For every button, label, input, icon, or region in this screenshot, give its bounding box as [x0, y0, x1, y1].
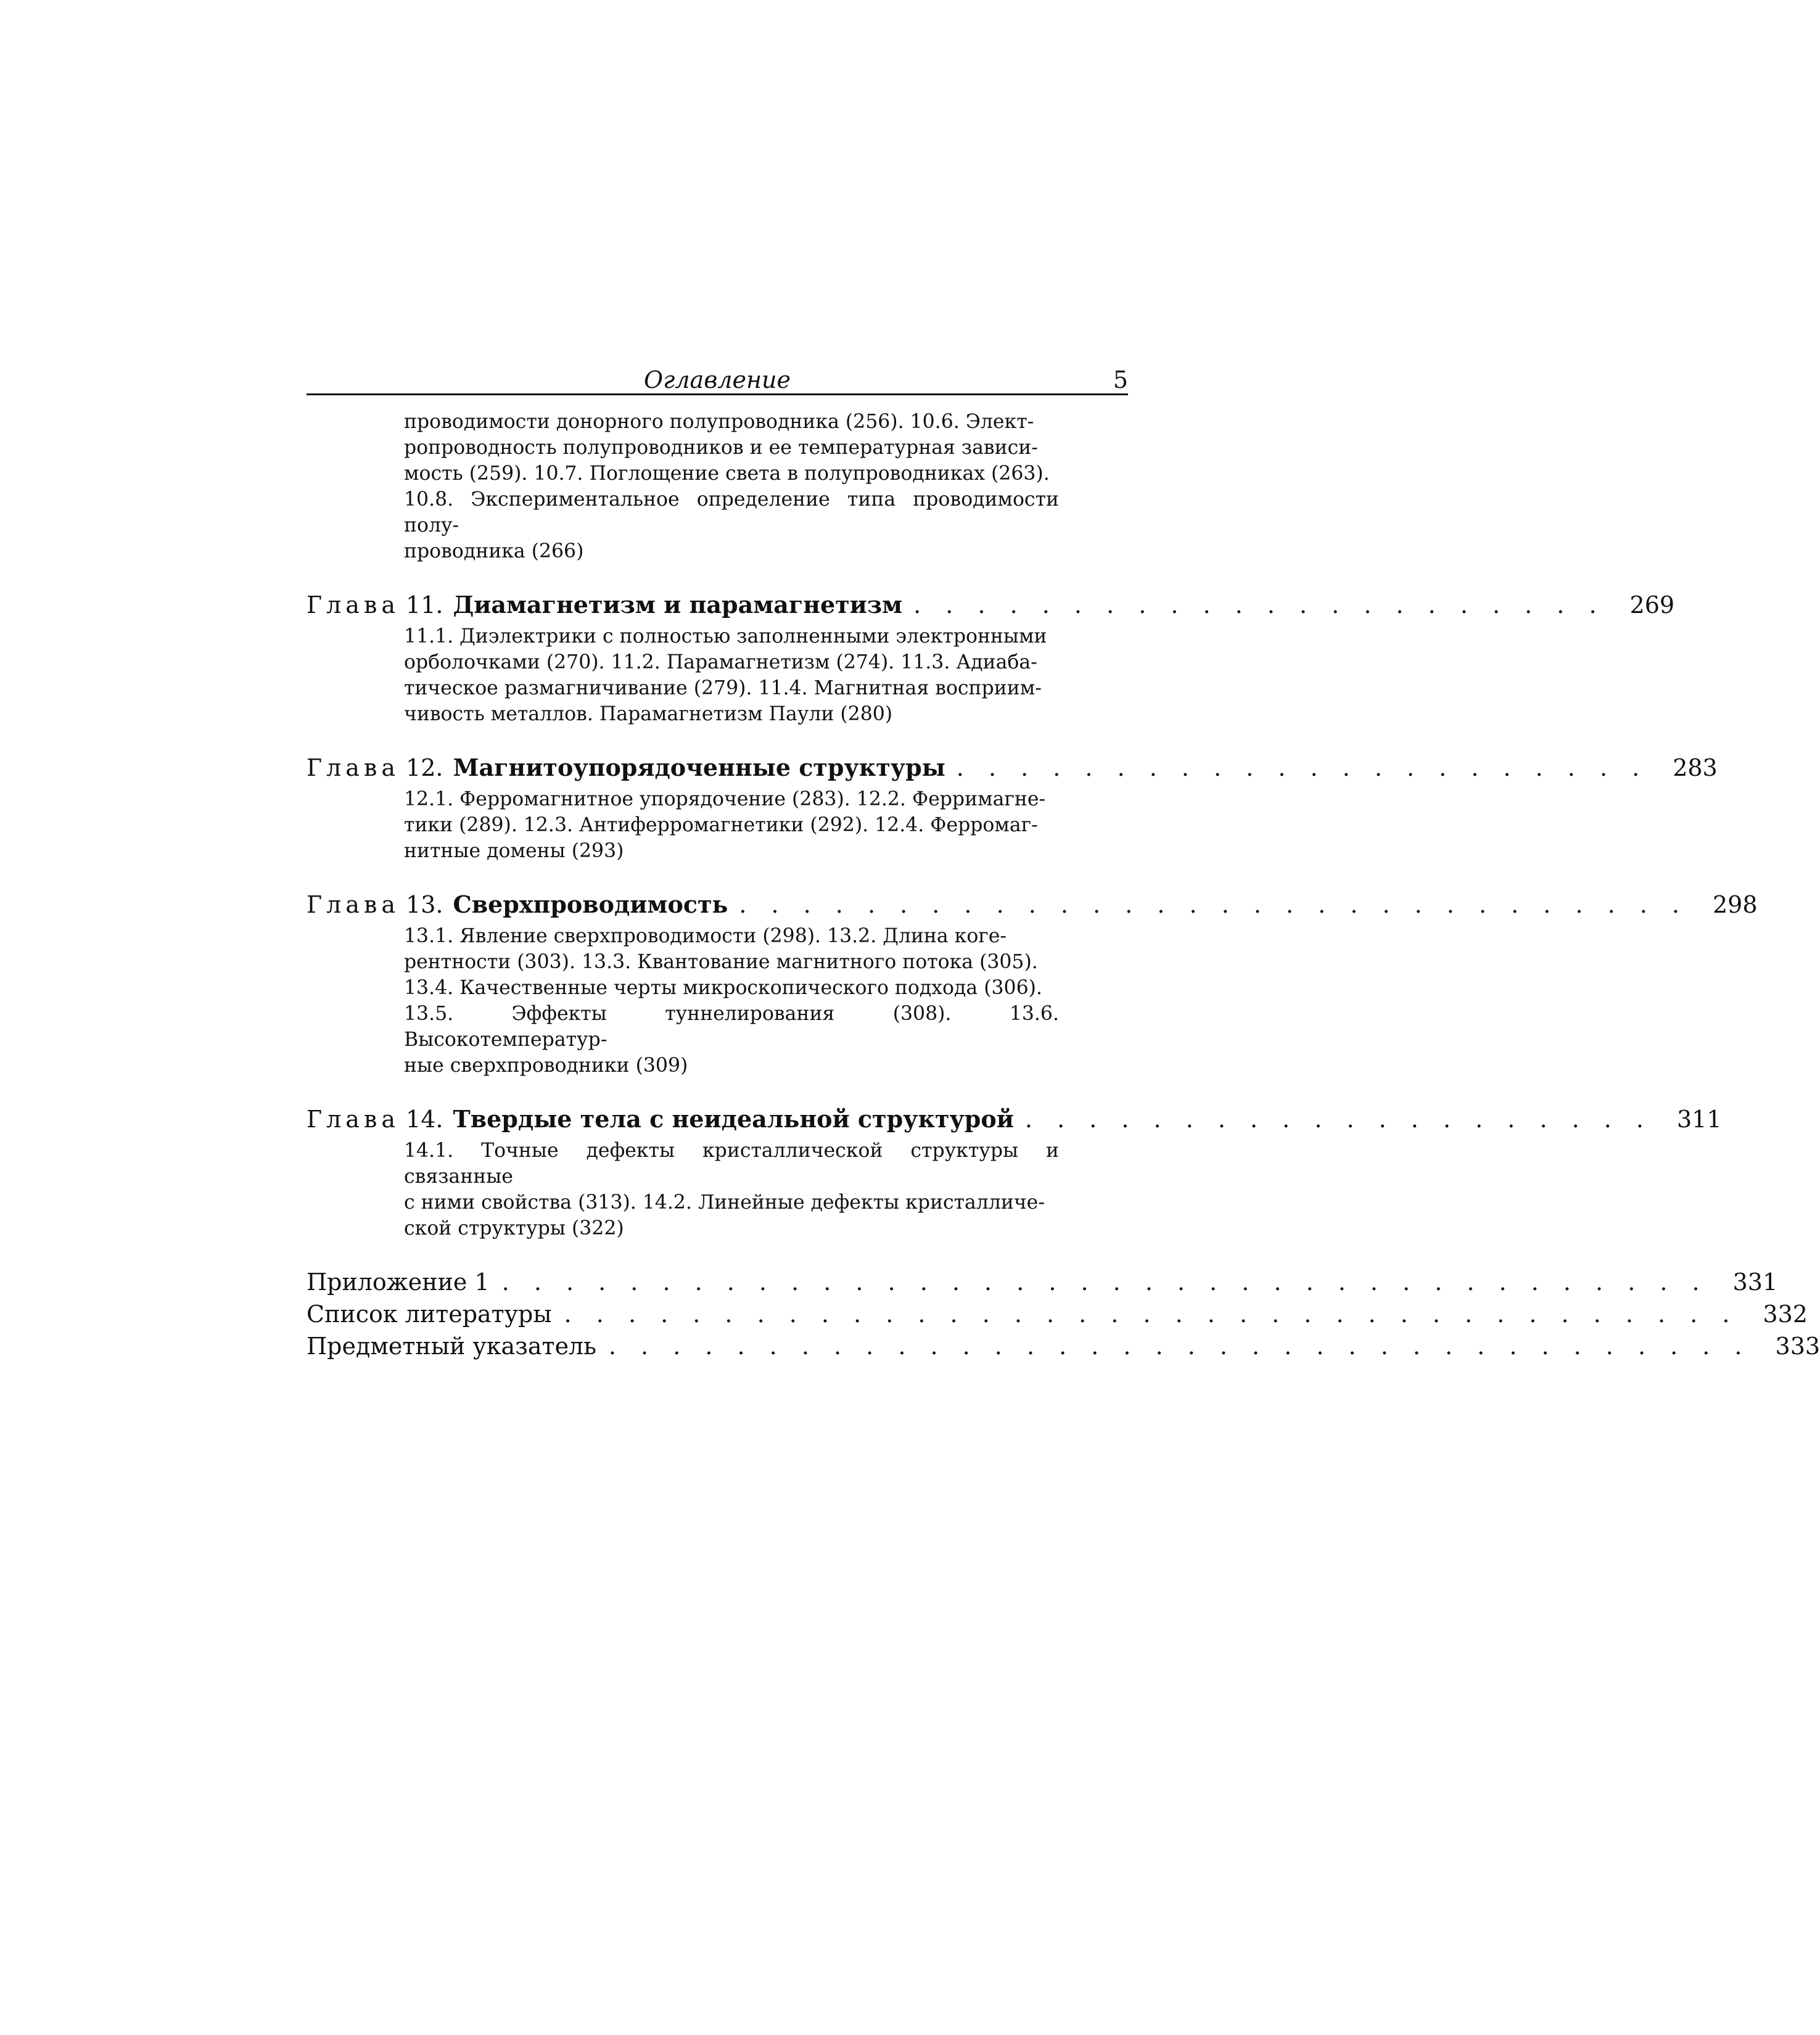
section-line: тическое размагничивание (279). 11.4. Магнитная восприим-	[404, 677, 1042, 699]
chapter-number: 14.	[406, 1106, 443, 1133]
chapter-label: Глава	[307, 591, 400, 619]
section-line: 13.1. Явление сверхпроводимости (298). 13.2. Длина коге-	[404, 925, 1007, 947]
section-line: 11.1. Диэлектрики с полностью заполненными электронными	[404, 625, 1047, 648]
section-line: тики (289). 12.3. Антиферромагнетики (292). 12.4. Ферромаг-	[404, 814, 1038, 836]
running-head-title: Оглавление	[643, 366, 791, 393]
chapter-label: Глава	[307, 891, 400, 918]
entry-page: 331	[1732, 1268, 1778, 1296]
section-line: с ними свойства (313). 14.2. Линейные дефекты кристалличе-	[404, 1191, 1045, 1214]
section-line: чивость металлов. Парамагнетизм Паули (280)	[404, 703, 893, 725]
chapter-page: 298	[1713, 891, 1758, 918]
chapter-number: 11.	[406, 591, 443, 619]
entry-title: Предметный указатель	[307, 1333, 596, 1360]
entry-page: 332	[1763, 1301, 1808, 1328]
dot-leader: . . . . . . . . . . . . . . . . . . . . . .	[913, 591, 1605, 619]
chapter-number: 12.	[406, 754, 443, 781]
section-line: орболочками (270). 11.2. Парамагнетизм (274). 11.3. Адиаба-	[404, 651, 1037, 673]
chapter-heading[interactable]	[307, 1103, 1722, 1135]
dot-leader: . . . . . . . . . . . . . . . . . . . .	[1024, 1106, 1652, 1133]
chapter-title: Сверхпроводимость	[453, 890, 728, 918]
bibliography-entry[interactable]	[307, 1298, 1808, 1330]
page-number: 5	[1113, 366, 1128, 393]
chapter-page: 269	[1629, 591, 1675, 619]
dot-leader: . . . . . . . . . . . . . . . . . . . . . . . . . . . . . . . . . . . .	[608, 1333, 1751, 1360]
chapter-12	[307, 752, 1718, 864]
chapter-heading[interactable]	[307, 752, 1718, 784]
section-line: проводимости донорного полупроводника (256). 10.6. Элект-	[404, 411, 1034, 433]
chapter-title: Твердые тела с неидеальной структурой	[453, 1105, 1014, 1133]
continued-sections	[404, 409, 1059, 564]
chapter-label: Глава	[307, 754, 400, 781]
chapter-11	[307, 589, 1675, 727]
chapter-13	[307, 889, 1758, 1079]
section-line: 14.1. Точные дефекты кристаллической структуры и связанные	[404, 1140, 1059, 1188]
entry-page: 333	[1775, 1333, 1820, 1360]
section-line: проводника (266)	[404, 540, 584, 562]
chapter-page: 311	[1677, 1106, 1722, 1133]
appendix-entry[interactable]	[307, 1266, 1778, 1298]
section-line: рентности (303). 13.3. Квантование магнитного потока (305).	[404, 951, 1038, 973]
dot-leader: . . . . . . . . . . . . . . . . . . . . . . . . . . . . . .	[739, 891, 1688, 918]
chapter-title: Магнитоупорядоченные структуры	[453, 754, 945, 781]
toc-page	[307, 363, 1820, 1362]
dot-leader: . . . . . . . . . . . . . . . . . . . . . .	[956, 754, 1649, 781]
entry-title: Приложение 1	[307, 1268, 490, 1296]
chapter-sections	[404, 923, 1059, 1079]
section-line: 13.5. Эффекты туннелирования (308). 13.6. Высокотемператур-	[404, 1003, 1059, 1051]
running-head	[307, 363, 1128, 395]
section-line: ные сверхпроводники (309)	[404, 1054, 688, 1077]
chapter-14	[307, 1103, 1722, 1241]
section-line: 12.1. Ферромагнитное упорядочение (283). 12.2. Ферримагне-	[404, 788, 1046, 810]
dot-leader: . . . . . . . . . . . . . . . . . . . . . . . . . . . . . . . . . . . . . .	[501, 1268, 1708, 1296]
chapter-heading[interactable]	[307, 889, 1758, 921]
chapter-label: Глава	[307, 1106, 400, 1133]
back-matter	[307, 1266, 1820, 1362]
chapter-sections	[404, 1138, 1059, 1241]
section-line: 13.4. Качественные черты микроскопического подхода (306).	[404, 977, 1042, 999]
section-line: ропроводность полупроводников и ее температурная зависи-	[404, 437, 1038, 459]
chapter-sections	[404, 623, 1059, 727]
chapter-number: 13.	[406, 891, 443, 918]
dot-leader: . . . . . . . . . . . . . . . . . . . . . . . . . . . . . . . . . . . . .	[564, 1301, 1739, 1328]
section-line: нитные домены (293)	[404, 840, 624, 862]
chapter-heading[interactable]	[307, 589, 1675, 621]
section-line: мость (259). 10.7. Поглощение света в полупроводниках (263).	[404, 462, 1050, 485]
subject-index-entry[interactable]	[307, 1330, 1820, 1362]
section-line: 10.8. Экспериментальное определение типа проводимости полу-	[404, 488, 1059, 536]
chapter-sections	[404, 786, 1059, 864]
section-line: ской структуры (322)	[404, 1217, 624, 1240]
chapter-page: 283	[1673, 754, 1718, 781]
chapter-title: Диамагнетизм и парамагнетизм	[453, 591, 903, 619]
entry-title: Список литературы	[307, 1301, 552, 1328]
